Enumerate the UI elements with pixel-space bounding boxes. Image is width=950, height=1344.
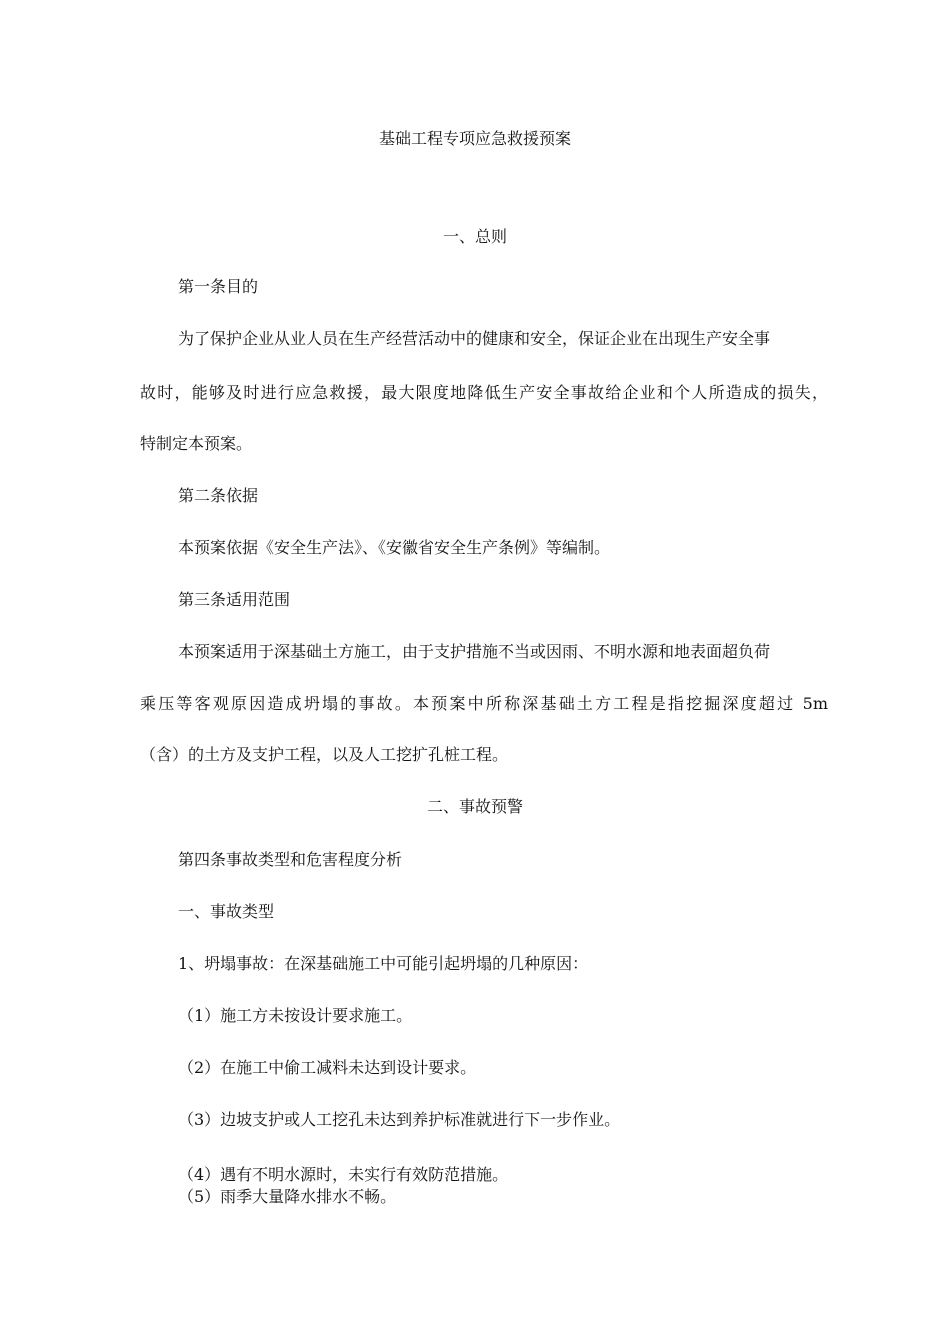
article-2-text: 本预案依据《安全生产法》、《安徽省安全生产条例》等编制。: [178, 538, 611, 557]
section-heading-warning: 二、事故预警: [426, 797, 523, 816]
cause-item-2: （2）在施工中偷工减料未达到设计要求。: [178, 1058, 477, 1077]
article-3-heading: 第三条适用范围: [178, 590, 291, 609]
document-title: 基础工程专项应急救援预案: [378, 129, 571, 148]
list-item-collapse: 1、坍塌事故：在深基础施工中可能引起坍塌的几种原因：: [178, 954, 589, 973]
subsection-accident-types: 一、事故类型: [178, 902, 275, 921]
article-1-heading: 第一条目的: [178, 277, 259, 296]
cause-item-1: （1）施工方未按设计要求施工。: [178, 1006, 413, 1025]
cause-item-4: （4）遇有不明水源时，未实行有效防范措施。: [178, 1165, 509, 1184]
section-heading-general: 一、总则: [442, 227, 507, 246]
cause-item-3: （3）边坡支护或人工挖孔未达到养护标准就进行下一步作业。: [178, 1110, 621, 1129]
article-1-line-2: 故时，能够及时进行应急救援，最大限度地降低生产安全事故给企业和个人所造成的损失，: [140, 383, 828, 402]
article-3-line-2: 乘压等客观原因造成坍塌的事故。本预案中所称深基础土方工程是指挖掘深度超过 5m: [140, 694, 828, 713]
article-3-line-3: （含）的土方及支护工程，以及人工挖扩孔桩工程。: [140, 745, 509, 764]
article-4-heading: 第四条事故类型和危害程度分析: [178, 850, 403, 869]
article-3-line-1: 本预案适用于深基础土方施工，由于支护措施不当或因雨、不明水源和地表面超负荷: [178, 642, 771, 661]
cause-item-5: （5）雨季大量降水排水不畅。: [178, 1187, 397, 1206]
article-2-heading: 第二条依据: [178, 486, 259, 505]
article-1-line-3: 特制定本预案。: [140, 434, 253, 453]
article-1-line-1: 为了保护企业从业人员在生产经营活动中的健康和安全，保证企业在出现生产安全事: [178, 329, 771, 348]
